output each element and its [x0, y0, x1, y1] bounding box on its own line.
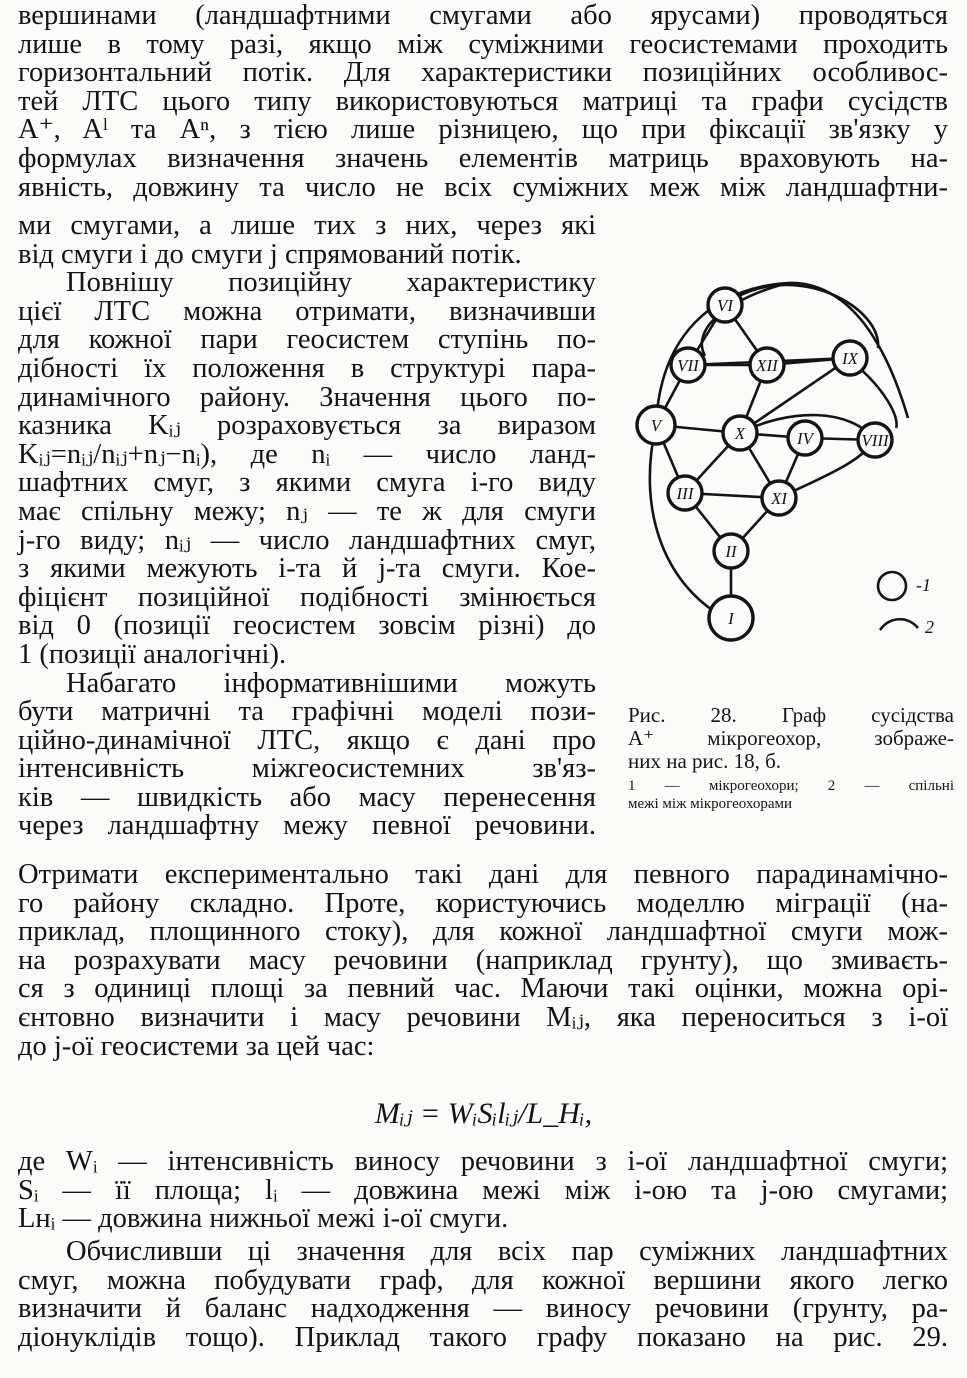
graph-node-label: IX	[841, 349, 859, 368]
text-line: єнтовно визначити і масу речовини Mᵢⱼ, яка переноситься з i-ої	[18, 1001, 948, 1033]
formula: Mᵢⱼ = WᵢSᵢlᵢⱼ/L_Hᵢ,	[374, 1097, 593, 1130]
text-line: горизонтальний потік. Для характеристики позиційних особливос-	[18, 57, 948, 89]
text-line: діонуклідів тощо). Приклад такого графу показано на рис. 29.	[18, 1321, 948, 1353]
text-line: Отримати експериментально такі дані для певного парадинамічно-	[18, 859, 948, 890]
graph-node-xii	[750, 348, 784, 382]
text-line: шафтних смуг, з якими смуга i-го виду	[18, 467, 596, 499]
graph-node-label: IV	[796, 429, 814, 448]
definitions-paragraph	[18, 1148, 948, 1234]
graph-node-iii	[668, 476, 702, 510]
graph-node-label: VIII	[861, 431, 889, 450]
text-line: на розрахувати масу речовини (наприклад грунту), що змиваєть-	[18, 944, 948, 976]
text-line: для кожної пари геосистем ступінь по-	[18, 324, 596, 356]
legend-edge-symbol	[880, 619, 918, 630]
text-line: має спільну межу; nⱼ — те ж для смуги	[18, 495, 596, 527]
text-line: Lнᵢ — довжина нижньої межі i-ої смуги.	[18, 1203, 509, 1235]
text-line: A⁺, Aˡ та Aⁿ, з тією лише різницею, що при фіксації зв'язку у	[18, 114, 948, 146]
graph-node-label: XI	[770, 489, 788, 508]
bottom-paragraph	[18, 861, 948, 1061]
text-line: ся з одиниці площі за певний час. Маючи такі оцінки, можна орі-	[18, 973, 948, 1005]
neighborhood-graph-figure	[620, 268, 960, 653]
text-line: ційно-динамічної ЛТС, якщо є дані про	[18, 724, 596, 756]
graph-node-label: I	[728, 609, 734, 628]
text-line: дібності їх положення в структурі пара-	[18, 352, 596, 384]
text-line: ків — швидкість або масу перенесення	[18, 781, 596, 813]
text-line: цієї ЛТС можна отримати, визначивши	[18, 295, 596, 327]
legend-label: 2	[925, 617, 934, 637]
graph-node-label: V	[650, 416, 662, 435]
graph-node-vi	[708, 288, 742, 322]
graph-node-xi	[762, 481, 796, 515]
graph-node-i	[709, 596, 753, 640]
graph-node-viii	[858, 423, 892, 457]
text-line: вершинами (ландшафтними смугами або ярусами) проводяться	[18, 0, 948, 31]
text-line: 1 (позиції аналогічні).	[18, 638, 287, 670]
graph-node-label: X	[734, 424, 746, 443]
text-line: де Wᵢ — інтенсивність виносу речовини з i-ої ландшафтної смуги;	[18, 1146, 948, 1177]
graph-node-iv	[788, 421, 822, 455]
text-line: від смуги i до смуги j спрямований потік.	[18, 238, 522, 270]
text-line: ми смугами, а лише тих з них, через які	[18, 210, 596, 241]
graph-node-label: VI	[716, 296, 734, 315]
graph-node-v	[637, 406, 675, 444]
graph-node-vii	[671, 348, 705, 382]
caption-line: A⁺ мікрогеохор, зображе-	[628, 726, 954, 750]
caption-line: них на рис. 18, б.	[628, 749, 782, 773]
text-line: бути матричні та графічні моделі пози-	[18, 696, 596, 728]
text-line: приклад, площинного стоку), для кожної ландшафтної смуги мож-	[18, 916, 948, 948]
graph-node-ii	[714, 534, 748, 568]
text-line: тей ЛТС цього типу використовуються матриці та графи сусідств	[18, 85, 948, 117]
text-line: фіцієнт позиційної подібності змінюється	[18, 581, 596, 613]
text-line: j-го виду; nᵢⱼ — число ландшафтних смуг,	[18, 524, 596, 556]
text-line: через ландшафтну межу певної речовини.	[18, 810, 596, 842]
text-line: визначити й баланс надходження — виносу речовини (грунту, ра-	[18, 1293, 948, 1325]
text-line: динамічного району. Значення цього по-	[18, 381, 596, 413]
legend-label: -1	[916, 575, 931, 595]
legend-node-symbol	[878, 572, 906, 600]
text-line: явність, довжину та число не всіх суміжних меж між ландшафтни-	[18, 171, 948, 203]
text-line: від 0 (позиції геосистем зовсім різні) до	[18, 610, 596, 642]
text-line: до j-ої геосистеми за цей час:	[18, 1030, 375, 1062]
top-paragraph	[18, 2, 948, 202]
text-line: Sᵢ — її площа; lᵢ — довжина межі між i-ою та j-ою смугами;	[18, 1174, 948, 1206]
text-line: з якими межують i-та й j-та смуги. Кое-	[18, 553, 596, 585]
caption-legend-line: межі між мікрогеохорами	[628, 796, 792, 812]
figure-caption	[628, 704, 954, 813]
text-line: Kᵢⱼ=nᵢⱼ/nᵢⱼ+nⱼ−nᵢ), де nᵢ — число ланд-	[18, 438, 596, 470]
graph-node-x	[723, 416, 757, 450]
graph-node-label: VII	[677, 356, 699, 375]
last-paragraph	[18, 1238, 948, 1352]
text-line: формулах визначення значень елементів матриць враховують на-	[18, 142, 948, 174]
text-line: інтенсивність міжгеосистемних зв'яз-	[18, 753, 596, 785]
text-line: Повнішу позиційну характеристику	[66, 267, 596, 299]
caption-line: Рис. 28. Граф сусідства	[628, 703, 954, 727]
text-line: го району складно. Проте, користуючись моделлю міграції (на-	[18, 887, 948, 919]
text-line: казника Kᵢⱼ розраховується за виразом	[18, 410, 596, 442]
graph-node-label: II	[725, 542, 737, 561]
text-line: Набагато інформативнішими можуть	[66, 667, 596, 699]
text-line: смуг, можна побудувати граф, для кожної вершини якого легко	[18, 1264, 948, 1296]
text-line: лише в тому разі, якщо між суміжними геосистемами проходить	[18, 28, 948, 60]
text-line: Обчисливши ці значення для всіх пар суміжних ландшафтних	[66, 1236, 948, 1267]
left-column-text	[18, 212, 596, 841]
caption-legend-line: 1 — мікрогеохори; 2 — спільні	[628, 778, 954, 794]
graph-node-ix	[833, 341, 867, 375]
graph-node-label: III	[676, 484, 694, 503]
graph-node-label: XII	[756, 356, 778, 375]
